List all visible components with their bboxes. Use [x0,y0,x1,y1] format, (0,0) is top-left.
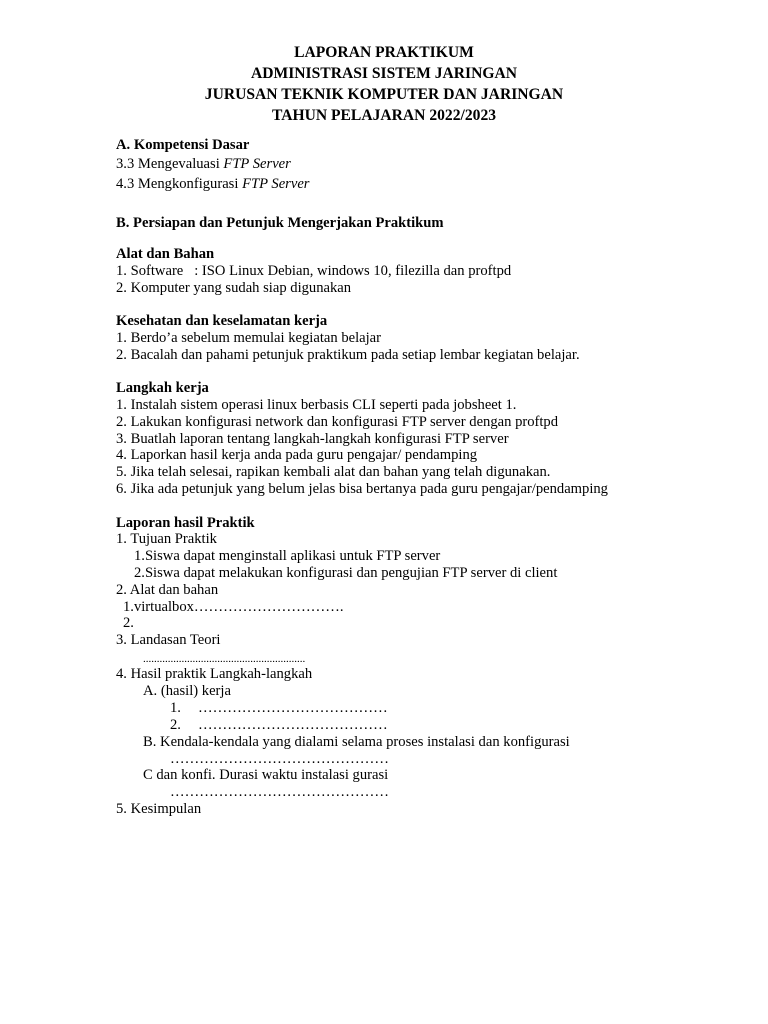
laporan-landasan: 3. Landasan Teori [116,632,221,648]
laporan-alat-2: 2. [123,615,134,631]
langkah-item-6: 6. Jika ada petunjuk yang belum jelas bisa bertanya pada guru pengajar/pendamping [116,481,608,497]
title-line-3: JURUSAN TEKNIK KOMPUTER DAN JARINGAN [204,86,564,103]
laporan-heading: Laporan hasil Praktik [116,515,255,531]
laporan-tujuan-2: 2.Siswa dapat melakukan konfigurasi dan pengujian FTP server di client [134,565,558,581]
title-line-2: ADMINISTRASI SISTEM JARINGAN [250,65,517,82]
laporan-hasil-a2-dots: ………………………………… [198,717,388,733]
alat-item-1: 1. Software : ISO Linux Debian, windows 10, filezilla dan proftpd [116,263,512,279]
laporan-kesimpulan: 5. Kesimpulan [116,801,202,817]
kompetensi-heading: A. Kompetensi Dasar [116,137,250,153]
laporan-hasil-a1-dots: ………………………………… [198,700,388,716]
langkah-heading: Langkah kerja [116,380,209,396]
kompetensi-item-1 [116,155,291,173]
laporan-hasil: 4. Hasil praktik Langkah-langkah [116,666,313,682]
kompetensi-item-2-italic: FTP Server [242,176,310,192]
k3-heading: Kesehatan dan keselamatan kerja [116,313,328,329]
langkah-item-1: 1. Instalah sistem operasi linux berbasis CLI seperti pada jobsheet 1. [116,397,517,413]
laporan-tujuan: 1. Tujuan Praktik [116,531,217,547]
k3-item-2: 2. Bacalah dan pahami petunjuk praktikum pada setiap lembar kegiatan belajar. [116,347,580,363]
laporan-hasil-a1-number: 1. [170,700,181,716]
langkah-item-5: 5. Jika telah selesai, rapikan kembali alat dan bahan yang telah digunakan. [116,464,551,480]
laporan-hasil-a2-number: 2. [170,717,181,733]
title-line-4: TAHUN PELAJARAN 2022/2023 [271,107,497,124]
kompetensi-item-1-text: 3.3 Mengevaluasi [116,156,224,172]
laporan-hasil-b: B. Kendala-kendala yang dialami selama proses instalasi dan konfigurasi [143,734,570,750]
laporan-landasan-dots: ........................................................... [143,653,306,665]
laporan-tujuan-1: 1.Siswa dapat menginstall aplikasi untuk FTP server [134,548,441,564]
document-title [0,42,768,126]
kompetensi-item-2 [116,175,309,193]
k3-item-1: 1. Berdo’a sebelum memulai kegiatan belajar [116,330,382,346]
kompetensi-item-2-text: 4.3 Mengkonfigurasi [116,176,243,192]
alat-item-2: 2. Komputer yang sudah siap digunakan [116,280,352,296]
langkah-item-4: 4. Laporkan hasil kerja anda pada guru pengajar/ pendamping [116,447,478,463]
laporan-hasil-c-dots: ……………………………………… [170,784,389,800]
persiapan-heading: B. Persiapan dan Petunjuk Mengerjakan Praktikum [116,215,444,231]
laporan-alat: 2. Alat dan bahan [116,582,219,598]
laporan-hasil-a: A. (hasil) kerja [143,683,231,699]
alat-heading: Alat dan Bahan [116,246,215,262]
langkah-item-3: 3. Buatlah laporan tentang langkah-langkah konfigurasi FTP server [116,431,509,447]
kompetensi-item-1-italic: FTP Server [223,156,291,172]
laporan-alat-1: 1.virtualbox…………………………. [123,599,344,615]
laporan-hasil-c: C dan konfi. Durasi waktu instalasi gurasi [143,767,389,783]
langkah-item-2: 2. Lakukan konfigurasi network dan konfigurasi FTP server dengan proftpd [116,414,559,430]
title-line-1: LAPORAN PRAKTIKUM [294,44,474,61]
laporan-hasil-b-dots: ……………………………………… [170,751,389,767]
